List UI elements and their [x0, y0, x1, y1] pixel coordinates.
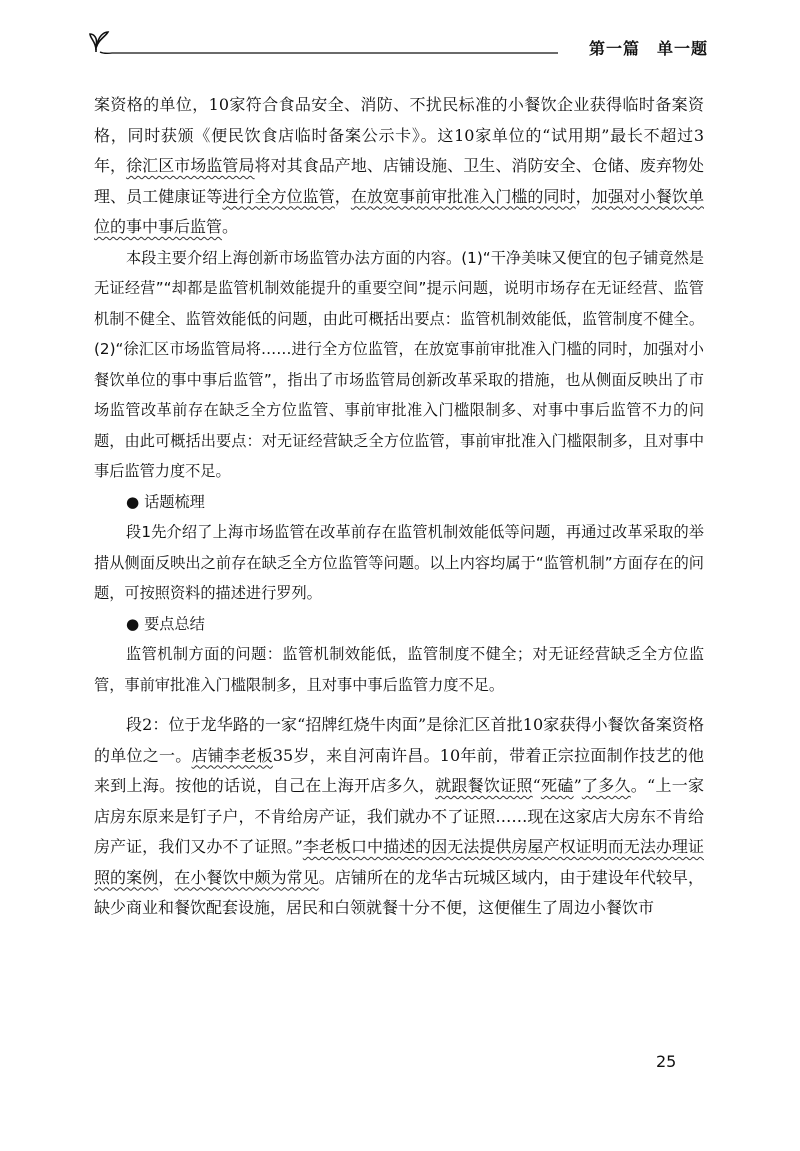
- chapter-title: 第一篇 单一题: [581, 36, 708, 59]
- analysis-paragraph: 本段主要介绍上海创新市场监管办法方面的内容。(1)“干净美味又便宜的包子铺竟然是无证经营”“却都是监管机制效能提升的重要空间”提示问题，说明市场存在无证经营、监管机制不健全、监管效能低的问题，由此可概括出要点：监管机制效能低，监管制度不健全。(2)“徐汇区市场监管局将……进行全方位监管，在放宽事前审批准入门槛的同时，加强对小餐饮单位的事中事后监管”，指出了市场监管局创新改革采取的措施，也从侧面反映出了市场监管改革前存在缺乏全方位监管、事前审批准入门槛限制多、对事中事后监管不力的问题，由此可概括出要点：对无证经营缺乏全方位监管，事前审批准入门槛限制多，且对事中事后监管力度不足。: [94, 248, 704, 480]
- page-header: [88, 26, 708, 62]
- sprout-icon: [90, 32, 108, 52]
- material-paragraph-2: 段2：位于龙华路的一家“招牌红烧牛肉面”是徐汇区首批10家获得小餐饮备案资格的单位之一。店铺李老板35岁，来自河南许昌。10年前，带着正宗拉面制作技艺的他来到上海。按他的话说，自己在上海开店多久，就跟餐饮证照“死磕”了多久。“上一家店房东原来是钉子户，不肯给房产证，我们就办不了证照……现在这家店大房东不肯给房产证，我们又办不了证照。”李老板口中描述的因无法提供房屋产权证明而无法办理证照的案例，在小餐饮中颇为常见。店铺所在的龙华古玩城区域内，由于建设年代较早，缺少商业和餐饮配套设施，居民和白领就餐十分不便，这便催生了周边小餐饮市: [94, 715, 704, 917]
- page-number: 25: [656, 1052, 677, 1071]
- summary-heading: ● 要点总结: [126, 614, 205, 633]
- summary-paragraph: 监管机制方面的问题：监管机制效能低，监管制度不健全；对无证经营缺乏全方位监管，事前审批准入门槛限制多，且对事中事后监管力度不足。: [94, 645, 704, 694]
- page-content: [94, 90, 704, 924]
- topic-heading: ● 话题梳理: [126, 492, 205, 511]
- topic-paragraph: 段1先介绍了上海市场监管在改革前存在监管机制效能低等问题，再通过改革采取的举措从侧面反映出之前存在缺乏全方位监管等问题。以上内容均属于“监管机制”方面存在的问题，可按照资料的描述进行罗列。: [94, 523, 704, 602]
- material-paragraph-1: 案资格的单位，10家符合食品安全、消防、不扰民标准的小餐饮企业获得临时备案资格，同时获颁《便民饮食店临时备案公示卡》。这10家单位的“试用期”最长不超过3年，徐汇区市场监管局将对其食品产地、店铺设施、卫生、消防安全、仓储、废弃物处理、员工健康证等进行全方位监管，在放宽事前审批准入门槛的同时，加强对小餐饮单位的事中事后监管。: [94, 95, 704, 236]
